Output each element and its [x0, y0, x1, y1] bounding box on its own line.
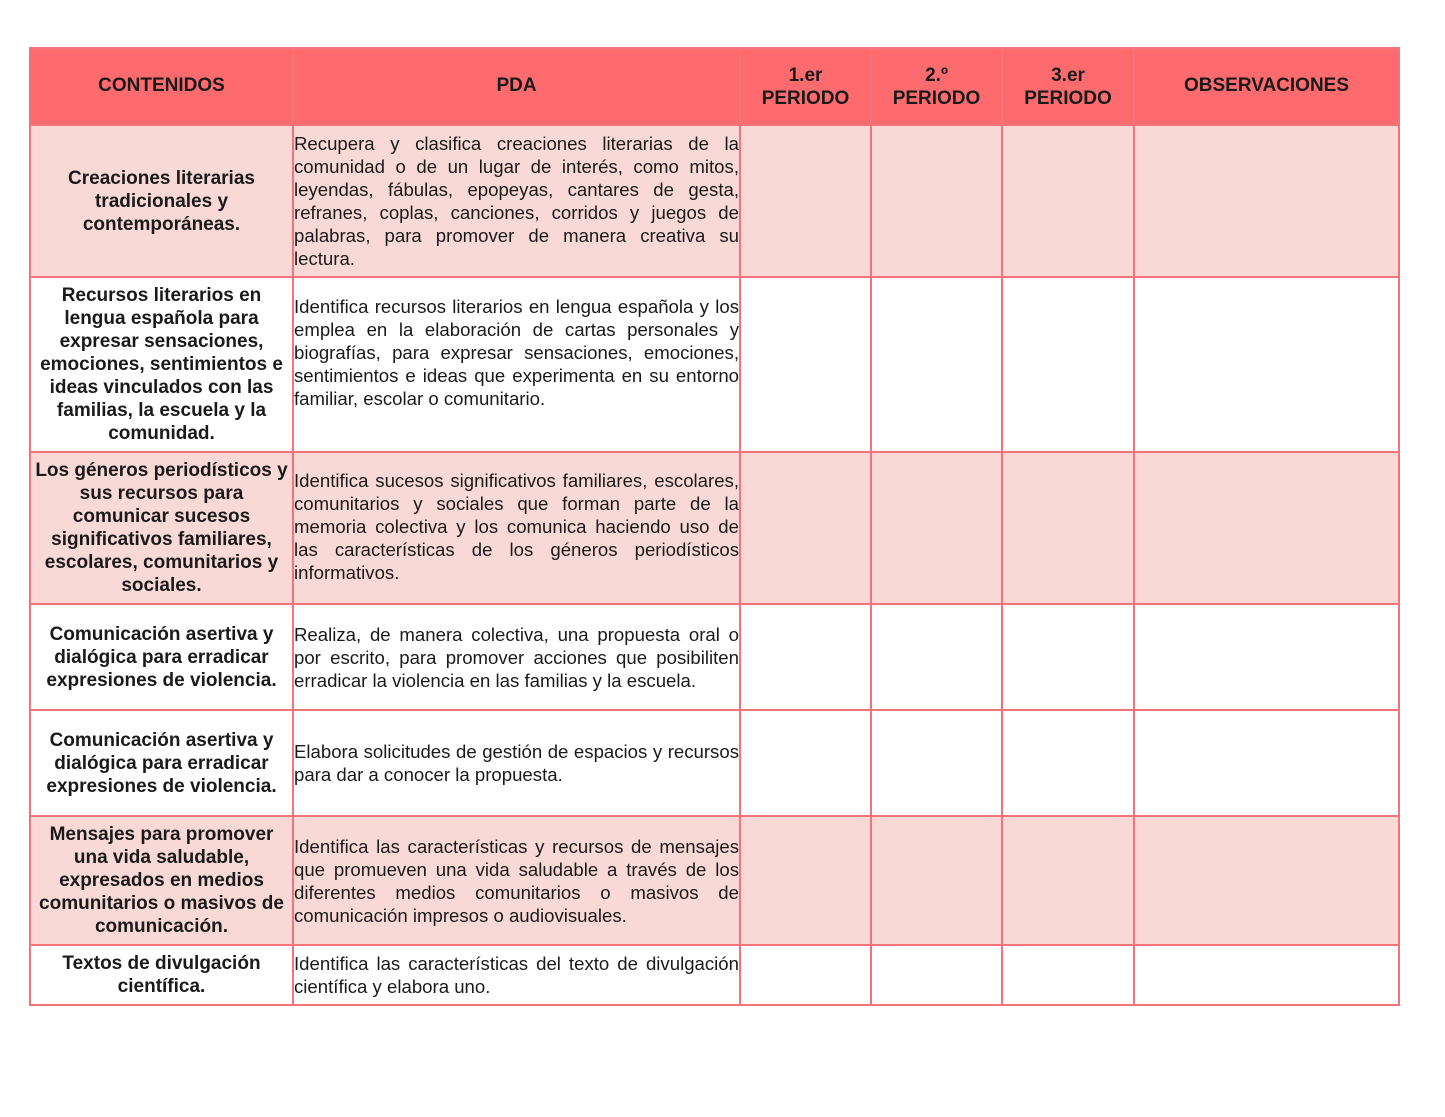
periodo-1-cell[interactable]: [740, 604, 871, 710]
table-row: [30, 710, 1399, 816]
table-row: [30, 816, 1399, 945]
evaluation-table-page: [29, 47, 1398, 1006]
periodo-2-cell[interactable]: [871, 277, 1002, 452]
header-periodo-2-line2: PERIODO: [892, 87, 981, 109]
pda-cell: Identifica recursos literarios en lengua española y los emplea en la elaboración de cartas personales y biografías, para expresar sensaciones, emociones, sentimientos e ideas que experimenta en su entorno familiar, escolar o comunitario.: [293, 277, 740, 452]
header-periodo-1-line1: 1.er: [788, 64, 823, 86]
contenido-cell: Los géneros periodísticos y sus recursos para comunicar sucesos significativos familiares, escolares, comunitarios y sociales.: [30, 452, 293, 604]
pda-cell: Identifica sucesos significativos familiares, escolares, comunitarios y sociales que forman parte de la memoria colectiva y los comunica haciendo uso de las características de los géneros periodísticos informativos.: [293, 452, 740, 604]
periodo-3-cell[interactable]: [1002, 452, 1134, 604]
periodo-2-cell[interactable]: [871, 945, 1002, 1005]
periodo-1-cell[interactable]: [740, 710, 871, 816]
periodo-2-cell[interactable]: [871, 710, 1002, 816]
header-row: [30, 48, 1399, 125]
header-periodo-2: [871, 48, 1002, 125]
periodo-2-cell[interactable]: [871, 604, 1002, 710]
periodo-1-cell[interactable]: [740, 125, 871, 277]
contenido-cell: Recursos literarios en lengua española para expresar sensaciones, emociones, sentimientos e ideas vinculados con las familias, la escuela y la comunidad.: [30, 277, 293, 452]
periodo-3-cell[interactable]: [1002, 604, 1134, 710]
table-row: [30, 277, 1399, 452]
periodo-3-cell[interactable]: [1002, 277, 1134, 452]
periodo-3-cell[interactable]: [1002, 816, 1134, 945]
header-periodo-1-line2: PERIODO: [761, 87, 850, 109]
periodo-2-cell[interactable]: [871, 125, 1002, 277]
observaciones-cell[interactable]: [1134, 945, 1399, 1005]
header-pda: PDA: [293, 48, 740, 125]
periodo-2-cell[interactable]: [871, 816, 1002, 945]
periodo-3-cell[interactable]: [1002, 945, 1134, 1005]
table-row: [30, 452, 1399, 604]
observaciones-cell[interactable]: [1134, 277, 1399, 452]
observaciones-cell[interactable]: [1134, 710, 1399, 816]
observaciones-cell[interactable]: [1134, 125, 1399, 277]
periodo-1-cell[interactable]: [740, 452, 871, 604]
table-row: [30, 125, 1399, 277]
periodo-3-cell[interactable]: [1002, 710, 1134, 816]
header-observaciones: OBSERVACIONES: [1134, 48, 1399, 125]
periodo-1-cell[interactable]: [740, 816, 871, 945]
pda-cell: Identifica las características y recursos de mensajes que promueven una vida saludable a través de los diferentes medios comunitarios o masivos de comunicación impresos o audiovisuales.: [293, 816, 740, 945]
header-periodo-3-line2: PERIODO: [1024, 87, 1112, 109]
contenido-cell: Creaciones literarias tradicionales y contemporáneas.: [30, 125, 293, 277]
periodo-3-cell[interactable]: [1002, 125, 1134, 277]
header-periodo-3-line1: 3.er: [1051, 64, 1085, 86]
periodo-2-cell[interactable]: [871, 452, 1002, 604]
table-row: [30, 945, 1399, 1005]
pda-cell: Recupera y clasifica creaciones literarias de la comunidad o de un lugar de interés, como mitos, leyendas, fábulas, epopeyas, cantares de gesta, refranes, coplas, canciones, corridos y juegos de palabras, para promover de manera creativa su lectura.: [293, 125, 740, 277]
pda-cell: Elabora solicitudes de gestión de espacios y recursos para dar a conocer la propuesta.: [293, 710, 740, 816]
observaciones-cell[interactable]: [1134, 604, 1399, 710]
header-periodo-1: [740, 48, 871, 125]
pda-cell: Realiza, de manera colectiva, una propuesta oral o por escrito, para promover acciones que posibiliten erradicar la violencia en las familias y la escuela.: [293, 604, 740, 710]
observaciones-cell[interactable]: [1134, 452, 1399, 604]
periodo-1-cell[interactable]: [740, 277, 871, 452]
observaciones-cell[interactable]: [1134, 816, 1399, 945]
header-periodo-3: [1002, 48, 1134, 125]
contenido-cell: Textos de divulgación científica.: [30, 945, 293, 1005]
header-periodo-2-line1: 2.º: [925, 64, 948, 86]
contenido-cell: Comunicación asertiva y dialógica para erradicar expresiones de violencia.: [30, 604, 293, 710]
pda-cell: Identifica las características del texto de divulgación científica y elabora uno.: [293, 945, 740, 1005]
evaluation-table: [29, 47, 1400, 1006]
contenido-cell: Comunicación asertiva y dialógica para erradicar expresiones de violencia.: [30, 710, 293, 816]
periodo-1-cell[interactable]: [740, 945, 871, 1005]
header-contenidos: CONTENIDOS: [30, 48, 293, 125]
table-row: [30, 604, 1399, 710]
contenido-cell: Mensajes para promover una vida saludable, expresados en medios comunitarios o masivos de comunicación.: [30, 816, 293, 945]
